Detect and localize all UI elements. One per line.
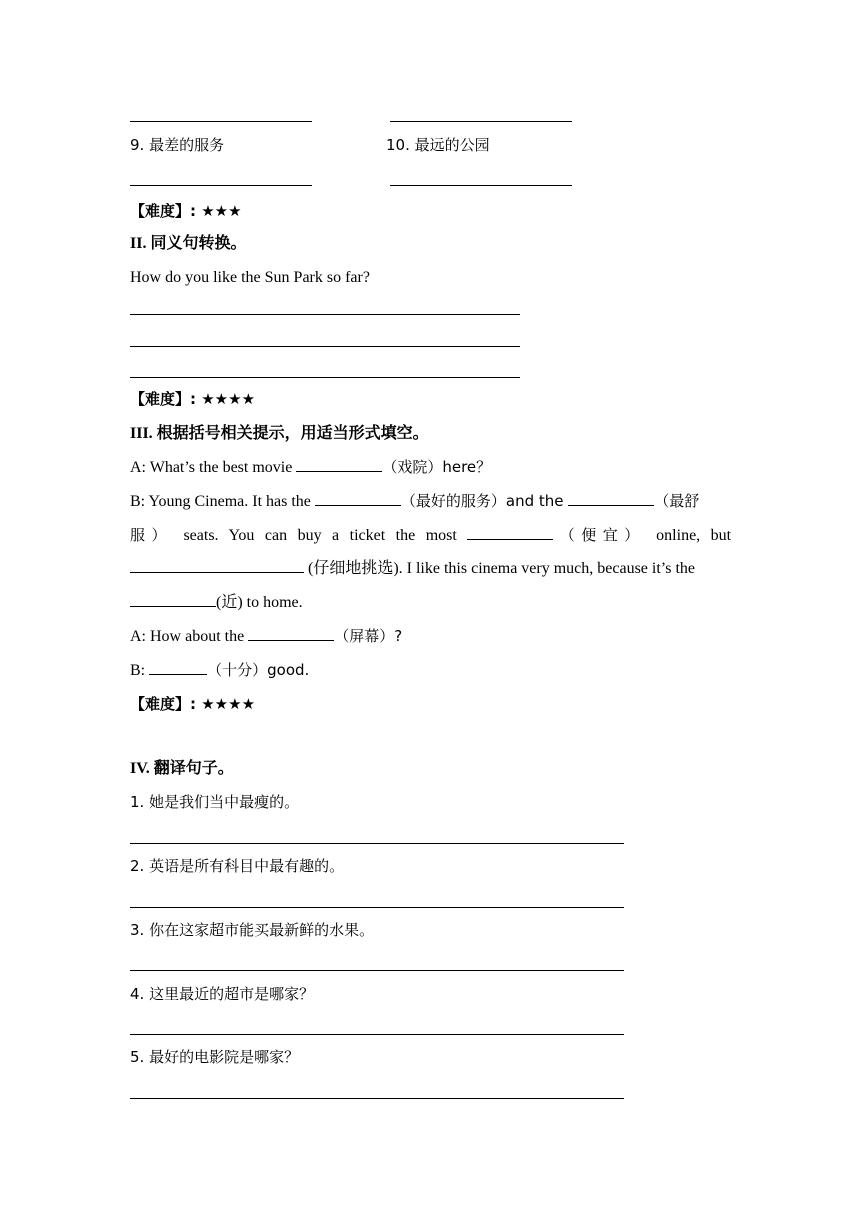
translate-line-5[interactable] xyxy=(130,1098,624,1099)
translate-line-4[interactable] xyxy=(130,1034,624,1035)
blank-best-service[interactable] xyxy=(315,491,401,506)
dialog-line-2: B: Young Cinema. It has the （最好的服务）and the （最舒 xyxy=(130,492,700,510)
blank-very[interactable] xyxy=(149,660,207,675)
translate-line-2[interactable] xyxy=(130,907,624,908)
translate-item-1: 1. 她是我们当中最瘦的。 xyxy=(130,793,300,811)
answer-line-9[interactable] xyxy=(130,185,312,186)
answer-line-8[interactable] xyxy=(390,121,572,122)
difficulty-rating-1: 【难度】: ★★★ xyxy=(130,202,242,220)
item-10: 10. 最远的公园 xyxy=(386,136,490,154)
dialog-line-5: (近) to home. xyxy=(130,592,303,613)
item-9: 9. 最差的服务 xyxy=(130,136,225,154)
dialog-line-1: A: What’s the best movie （戏院）here？ xyxy=(130,458,492,476)
blank-most-comfortable[interactable] xyxy=(568,491,654,506)
dialog-line-6: A: How about the （屏幕）? xyxy=(130,627,403,645)
translate-item-4: 4. 这里最近的超市是哪家？ xyxy=(130,985,315,1003)
section-iii-title: III. 根据括号相关提示，用适当形式填空。 xyxy=(130,425,429,442)
answer-line-7[interactable] xyxy=(130,121,312,122)
blank-cheap[interactable] xyxy=(467,525,553,540)
translate-item-3: 3. 你在这家超市能买最新鲜的水果。 xyxy=(130,921,375,939)
blank-screen[interactable] xyxy=(248,626,334,641)
rewrite-line-2[interactable] xyxy=(130,346,520,347)
translate-line-3[interactable] xyxy=(130,970,624,971)
translate-item-2: 2. 英语是所有科目中最有趣的。 xyxy=(130,857,345,875)
rewrite-line-1[interactable] xyxy=(130,314,520,315)
difficulty-rating-3: 【难度】: ★★★★ xyxy=(130,695,256,713)
dialog-line-7: B: （十分）good. xyxy=(130,661,310,679)
dialog-line-3: 服） seats. You can buy a ticket the most （便宜） online, but xyxy=(130,526,732,544)
translate-item-5: 5. 最好的电影院是哪家？ xyxy=(130,1048,300,1066)
blank-theater[interactable] xyxy=(296,457,382,472)
rewrite-line-3[interactable] xyxy=(130,377,520,378)
section-ii-sentence: How do you like the Sun Park so far? xyxy=(130,269,370,286)
blank-choose-carefully[interactable] xyxy=(130,558,304,573)
translate-line-1[interactable] xyxy=(130,843,624,844)
blank-close[interactable] xyxy=(130,592,216,607)
answer-line-10[interactable] xyxy=(390,185,572,186)
section-iv-title: IV. 翻译句子。 xyxy=(130,760,234,777)
section-ii-title: II. 同义句转换。 xyxy=(130,235,247,252)
dialog-line-4: (仔细地挑选). I like this cinema very much, because it’s the xyxy=(130,558,695,579)
difficulty-rating-2: 【难度】: ★★★★ xyxy=(130,390,256,408)
